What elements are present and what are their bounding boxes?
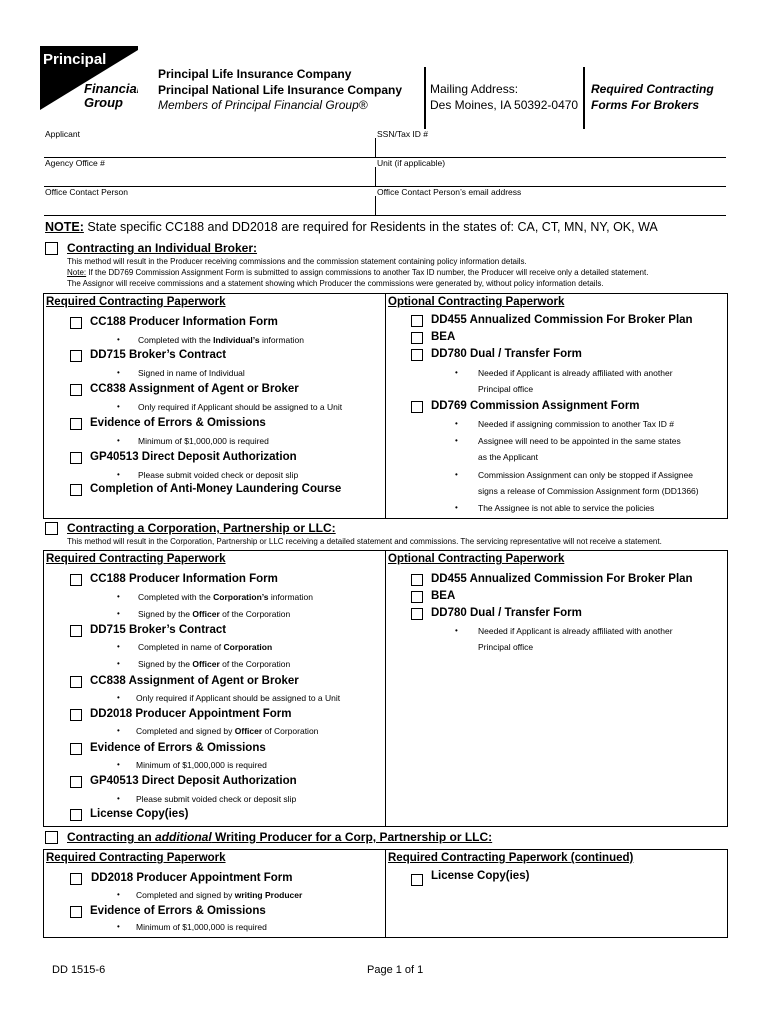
additional-title-b: additional: [155, 830, 212, 844]
contact-email-label: Office Contact Person’s email address: [377, 187, 522, 197]
company-line-2: Principal National Life Insurance Company: [158, 82, 403, 97]
ssn-label: SSN/Tax ID #: [377, 129, 429, 139]
dd769-bullet-3-cont: signs a release of Commission Assignment form (DD1366): [478, 486, 699, 496]
corp-gp40513-checkbox[interactable]: [70, 776, 82, 788]
corp-dd2018-label: DD2018 Producer Appointment Form: [90, 708, 292, 720]
corp-license-label: License Copy(ies): [90, 808, 189, 820]
agency-label: Agency Office #: [45, 158, 105, 168]
logo-financial-text: Financial: [84, 81, 138, 96]
corp-dd780-bullet: Needed if Applicant is already affiliated with another: [478, 626, 673, 636]
corp-dd455-checkbox[interactable]: [411, 574, 423, 586]
corp-dd715-bullet-1: Completed in name of Corporation: [138, 642, 273, 652]
add-dd2018-bullet: Completed and signed by writing Producer: [136, 890, 303, 900]
page-number: Page 1 of 1: [367, 964, 424, 976]
individual-desc-note: If the DD769 Commission Assignment Form is submitted to assign commissions to another Tax ID number, the Producer will receive only a detailed statement.: [86, 268, 649, 277]
dd780-bullet-cont: Principal office: [478, 384, 534, 394]
corp-cc838-bullet: Only required if Applicant should be assigned to a Unit: [136, 693, 341, 703]
dd769-bullet-1: Needed if assigning commission to another Tax ID #: [478, 419, 674, 429]
corp-dd715-checkbox[interactable]: [70, 625, 82, 637]
dd780-bullet: Needed if Applicant is already affiliated with another: [478, 368, 673, 378]
company-line-3: Members of Principal Financial Group®: [158, 98, 368, 112]
dd769-label: DD769 Commission Assignment Form: [431, 400, 640, 412]
dd715-bullet: Signed in name of Individual: [138, 368, 245, 378]
dd455-checkbox[interactable]: [411, 315, 423, 327]
field-divider: [375, 167, 376, 187]
bullet-icon: •: [117, 368, 120, 377]
individual-required-title: Required Contracting Paperwork: [46, 296, 226, 308]
add-eo-checkbox[interactable]: [70, 906, 82, 918]
add-eo-bullet: Minimum of $1,000,000 is required: [136, 922, 267, 932]
corp-cc838-label: CC838 Assignment of Agent or Broker: [90, 675, 299, 687]
additional-required-continued-title: Required Contracting Paperwork (continued): [388, 852, 634, 864]
corp-dd780-bullet-cont: Principal office: [478, 642, 534, 652]
corp-bea-label: BEA: [431, 590, 456, 602]
corp-cc838-checkbox[interactable]: [70, 676, 82, 688]
form-number: DD 1515-6: [52, 964, 106, 976]
cc838-bullet: Only required if Applicant should be assigned to a Unit: [138, 402, 343, 412]
mailing-address: [430, 82, 578, 113]
corp-dd715-bullet-2: Signed by the Officer of the Corporation: [138, 659, 291, 669]
individual-optional-title: Optional Contracting Paperwork: [388, 296, 565, 308]
bullet-icon: •: [117, 470, 120, 479]
cc188-bullet: Completed with the Individual’s information: [138, 335, 304, 345]
individual-desc-3: The Assignor will receive commissions and a statement showing which Producer the commissions were generated by, without policy information details.: [67, 279, 604, 288]
dd780-checkbox[interactable]: [411, 349, 423, 361]
corp-title: Contracting a Corporation, Partnership or LLC:: [67, 521, 336, 535]
bullet-icon: •: [117, 890, 120, 899]
bullet-icon: •: [117, 402, 120, 411]
individual-title: Contracting an Individual Broker:: [67, 241, 258, 255]
principal-logo: [40, 46, 138, 110]
corp-dd2018-bullet: Completed and signed by Officer of Corporation: [136, 726, 319, 736]
header-divider-1: [424, 67, 426, 129]
corp-dd780-label: DD780 Dual / Transfer Form: [431, 607, 582, 619]
corp-dd2018-checkbox[interactable]: [70, 709, 82, 721]
state-note: [45, 220, 658, 234]
bea-checkbox[interactable]: [411, 332, 423, 344]
bullet-icon: •: [117, 760, 120, 769]
mailing-label: Mailing Address:: [430, 82, 519, 96]
bea-label: BEA: [431, 331, 456, 343]
dd780-label: DD780 Dual / Transfer Form: [431, 348, 582, 360]
aml-checkbox[interactable]: [70, 484, 82, 496]
cc188-label: CC188 Producer Information Form: [90, 316, 278, 328]
corp-bea-checkbox[interactable]: [411, 591, 423, 603]
dd715-checkbox[interactable]: [70, 350, 82, 362]
add-dd2018-label: DD2018 Producer Appointment Form: [91, 872, 293, 884]
additional-title-a: Contracting an: [67, 830, 156, 844]
bullet-icon: •: [117, 693, 120, 702]
individual-desc-1: This method will result in the Producer receiving commissions and the commission statement containing policy information details.: [67, 257, 527, 266]
unit-label: Unit (if applicable): [377, 158, 446, 168]
required-forms-title: [591, 82, 714, 113]
corp-license-checkbox[interactable]: [70, 809, 82, 821]
corp-dd455-label: DD455 Annualized Commission For Broker Plan: [431, 573, 693, 585]
corp-cc188-label: CC188 Producer Information Form: [90, 573, 278, 585]
eo-checkbox[interactable]: [70, 418, 82, 430]
note-label: NOTE:: [45, 220, 84, 234]
additional-required-title: Required Contracting Paperwork: [46, 852, 226, 864]
individual-column-divider: [385, 293, 386, 519]
note-text: State specific CC188 and DD2018 are required for Residents in the states of: CA, CT, MN, NY, OK, WA: [83, 220, 658, 234]
individual-desc-note-label: Note:: [67, 268, 87, 277]
eo-bullet: Minimum of $1,000,000 is required: [138, 436, 269, 446]
bullet-icon: •: [455, 368, 458, 377]
dd769-bullet-4: The Assignee is not able to service the policies: [478, 503, 655, 513]
applicant-label: Applicant: [45, 129, 80, 139]
eo-label: Evidence of Errors & Omissions: [90, 417, 266, 429]
individual-desc-2: [67, 268, 648, 279]
contact-label: Office Contact Person: [45, 187, 128, 197]
bullet-icon: •: [117, 922, 120, 931]
required-line-2: Forms For Brokers: [591, 97, 700, 112]
corp-gp40513-bullet: Please submit voided check or deposit slip: [136, 794, 297, 804]
bullet-icon: •: [117, 436, 120, 445]
add-eo-label: Evidence of Errors & Omissions: [90, 905, 266, 917]
add-dd2018-checkbox[interactable]: [70, 873, 82, 885]
cc838-checkbox[interactable]: [70, 384, 82, 396]
corp-desc: This method will result in the Corporation, Partnership or LLC receiving a detailed statement and commissions. The servicing representative will not receive a statement.: [67, 537, 662, 546]
dd715-label: DD715 Broker’s Contract: [90, 349, 227, 361]
individual-checkbox[interactable]: [45, 242, 58, 255]
bullet-icon: •: [455, 419, 458, 428]
cc838-label: CC838 Assignment of Agent or Broker: [90, 383, 299, 395]
corp-eo-bullet: Minimum of $1,000,000 is required: [136, 760, 267, 770]
bullet-icon: •: [117, 609, 120, 618]
additional-title-c: Writing Producer for a Corp, Partnership or LLC:: [211, 830, 493, 844]
company-names: [158, 67, 402, 114]
corp-dd780-checkbox[interactable]: [411, 608, 423, 620]
contact-line[interactable]: [44, 215, 726, 216]
bullet-icon: •: [117, 335, 120, 344]
bullet-icon: •: [455, 470, 458, 479]
bullet-icon: •: [117, 592, 120, 601]
logo-principal-text: Principal: [43, 51, 107, 68]
dd769-bullet-2: Assignee will need to be appointed in the same states: [478, 436, 681, 446]
additional-checkbox[interactable]: [45, 831, 58, 844]
mailing-city: Des Moines, IA 50392-0470: [430, 97, 579, 112]
bullet-icon: •: [117, 659, 120, 668]
dd769-checkbox[interactable]: [411, 401, 423, 413]
dd769-bullet-2-cont: as the Applicant: [478, 452, 539, 462]
add-license-label: License Copy(ies): [431, 870, 530, 882]
header-divider-2: [583, 67, 585, 129]
corp-optional-title: Optional Contracting Paperwork: [388, 553, 565, 565]
corp-cc188-bullet-1: Completed with the Corporation’s information: [138, 592, 313, 602]
bullet-icon: •: [117, 726, 120, 735]
gp40513-label: GP40513 Direct Deposit Authorization: [90, 451, 297, 463]
bullet-icon: •: [455, 503, 458, 512]
add-license-checkbox[interactable]: [411, 874, 423, 886]
bullet-icon: •: [117, 794, 120, 803]
corp-cc188-checkbox[interactable]: [70, 574, 82, 586]
company-line-1: Principal Life Insurance Company: [158, 67, 352, 81]
corp-cc188-bullet-2: Signed by the Officer of the Corporation: [138, 609, 291, 619]
corp-gp40513-label: GP40513 Direct Deposit Authorization: [90, 775, 297, 787]
corp-eo-label: Evidence of Errors & Omissions: [90, 742, 266, 754]
additional-column-divider: [385, 849, 386, 938]
field-divider: [375, 138, 376, 158]
additional-title: [67, 830, 492, 844]
corp-column-divider: [385, 550, 386, 827]
dd769-bullet-3: Commission Assignment can only be stopped if Assignee: [478, 470, 693, 480]
cc188-checkbox[interactable]: [70, 317, 82, 329]
gp40513-checkbox[interactable]: [70, 452, 82, 464]
corp-dd715-label: DD715 Broker’s Contract: [90, 624, 227, 636]
bullet-icon: •: [455, 436, 458, 445]
bullet-icon: •: [455, 626, 458, 635]
field-divider: [375, 196, 376, 216]
aml-label: Completion of Anti-Money Laundering Course: [90, 483, 342, 495]
bullet-icon: •: [117, 642, 120, 651]
logo-group-text: Group: [84, 95, 123, 110]
corp-eo-checkbox[interactable]: [70, 743, 82, 755]
required-line-1: Required Contracting: [591, 82, 714, 96]
corp-checkbox[interactable]: [45, 522, 58, 535]
dd455-label: DD455 Annualized Commission For Broker Plan: [431, 314, 693, 326]
gp40513-bullet: Please submit voided check or deposit slip: [138, 470, 299, 480]
corp-required-title: Required Contracting Paperwork: [46, 553, 226, 565]
